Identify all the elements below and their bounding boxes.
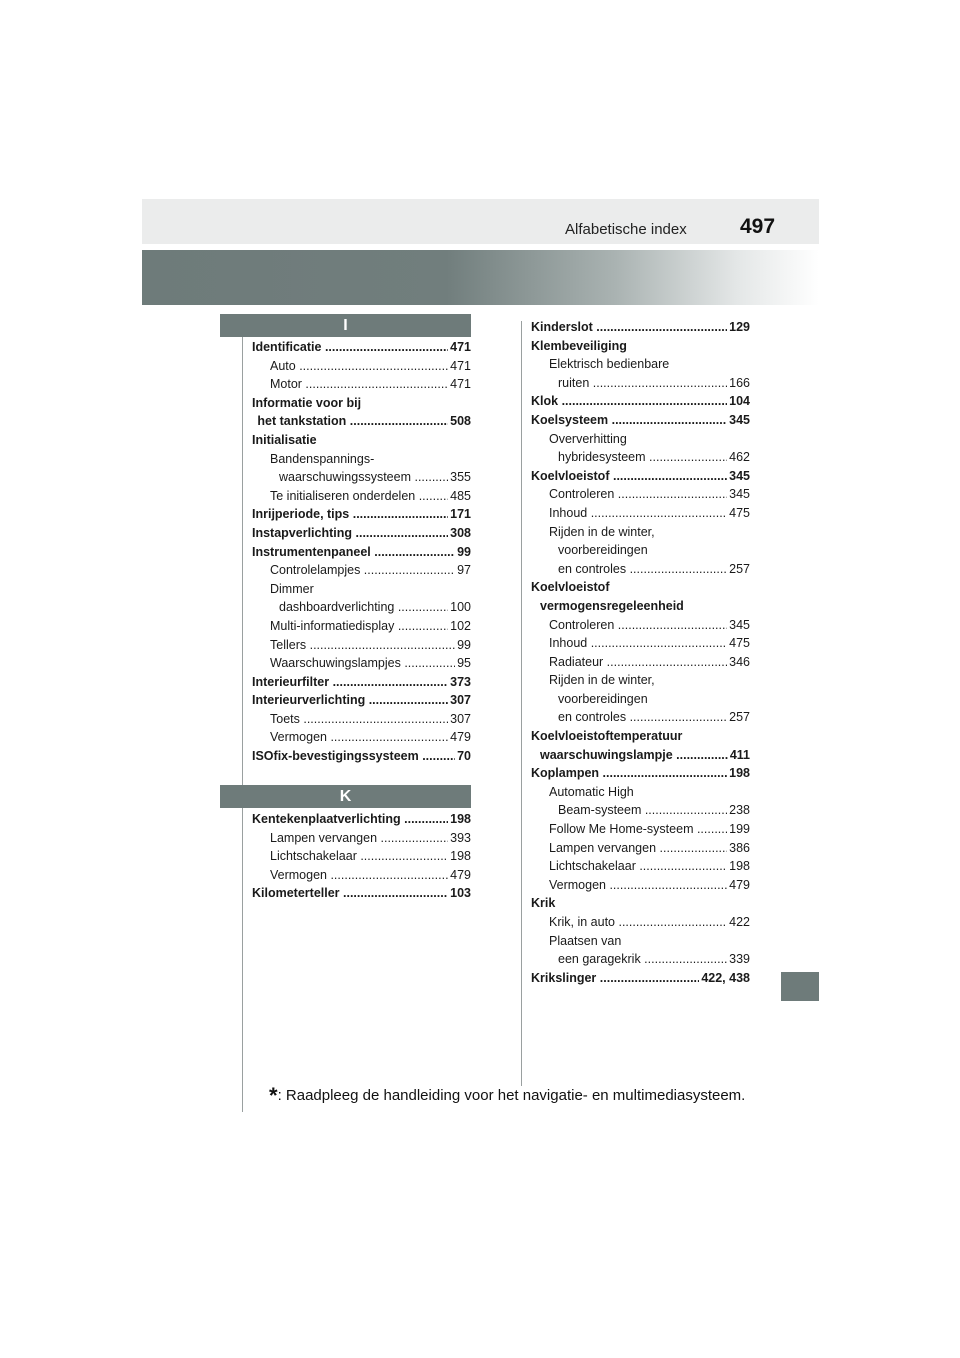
index-entry-term: Kentekenplaatverlichting ..... — [252, 810, 471, 829]
index-entry-page[interactable]: 346 — [727, 653, 750, 672]
index-entry-term: Koplampen ..... — [531, 764, 750, 783]
index-entry — [252, 829, 471, 848]
index-entry-term: Krik — [531, 896, 556, 911]
index-entry-term: Koelvloeistof ..... — [531, 467, 750, 486]
index-entry-page[interactable]: 100 — [448, 598, 471, 617]
index-entry — [252, 357, 471, 376]
index-entry — [252, 673, 471, 692]
index-entry-term: Koelvloeistof — [531, 580, 610, 595]
index-entry-page[interactable]: 479 — [448, 728, 471, 747]
index-entry-term: Klok ..... — [531, 392, 750, 411]
index-entry — [531, 467, 750, 486]
index-entry-term: Plaatsen van — [549, 933, 622, 948]
index-entry — [531, 801, 750, 820]
header-band — [142, 199, 819, 244]
index-entry — [531, 355, 750, 374]
index-entry — [252, 598, 471, 617]
index-entry-term: en controles ..... — [558, 560, 750, 579]
index-entry-term: Inrijperiode, tips ..... — [252, 505, 471, 524]
index-entry-term: Tellers ..... — [270, 636, 471, 655]
index-entry-term: en controles ..... — [558, 708, 750, 727]
index-entry-term: Interieurfilter ..... — [252, 673, 471, 692]
index-entry — [531, 448, 750, 467]
index-entry — [531, 430, 750, 449]
index-entry-term: ruiten ..... — [558, 374, 750, 393]
index-entry-page[interactable]: 462 — [727, 448, 750, 467]
index-entry — [252, 375, 471, 394]
index-entry — [252, 866, 471, 885]
index-entry — [252, 450, 471, 469]
index-entry-term: Inhoud ..... — [549, 504, 750, 523]
index-entry-page[interactable]: 339 — [727, 950, 750, 969]
index-entry-page[interactable]: 386 — [727, 839, 750, 858]
index-entry-term: Controleren ..... — [549, 485, 750, 504]
index-entry — [252, 884, 471, 903]
index-entry-term: Waarschuwingslampjes ..... — [270, 654, 471, 673]
index-entry — [531, 932, 750, 951]
index-entry — [252, 617, 471, 636]
index-entry-page[interactable]: 411 — [728, 746, 750, 765]
index-entry-page[interactable]: 422 — [727, 913, 750, 932]
index-entry-term: Multi-informatiedisplay ..... — [270, 617, 471, 636]
index-entry — [252, 468, 471, 487]
index-entry-page[interactable]: 198 — [727, 857, 750, 876]
index-entry — [252, 654, 471, 673]
index-entry-page[interactable]: 393 — [448, 829, 471, 848]
index-entry-page[interactable]: 345 — [727, 467, 750, 486]
index-entry-page[interactable]: 102 — [448, 617, 471, 636]
index-entry-term: Radiateur ..... — [549, 653, 750, 672]
index-entry — [531, 708, 750, 727]
index-entry-page[interactable]: 129 — [727, 318, 750, 337]
index-entry-page[interactable]: 345 — [727, 616, 750, 635]
index-entry-term: Auto ..... — [270, 357, 471, 376]
index-entry-page[interactable]: 166 — [727, 374, 750, 393]
index-entry — [252, 810, 471, 829]
index-entry — [252, 580, 471, 599]
index-entry-page[interactable]: 238 — [727, 801, 750, 820]
index-entry-page[interactable]: 422, 438 — [699, 969, 750, 988]
letter-heading-k: K — [220, 785, 471, 808]
index-entry-term: vermogensregeleenheid — [540, 598, 684, 613]
index-entry-term: het tankstation ..... — [257, 412, 471, 431]
index-entry-page[interactable]: 198 — [727, 764, 750, 783]
index-entry-term: Instrumentenpaneel ..... — [252, 543, 471, 562]
index-entry — [531, 485, 750, 504]
index-entry-term: Lampen vervangen ..... — [270, 829, 471, 848]
index-entry-page[interactable]: 104 — [727, 392, 750, 411]
index-entry-term: Koelvloeistoftemperatuur — [531, 729, 683, 744]
index-entry — [531, 913, 750, 932]
index-entry-term: Vermogen ..... — [549, 876, 750, 895]
index-column-right — [531, 318, 750, 987]
index-entry-page[interactable]: 307 — [448, 710, 471, 729]
index-entry — [531, 374, 750, 393]
index-entry-page[interactable]: 307 — [448, 691, 471, 710]
index-entry-term: waarschuwingslampje ..... — [540, 746, 750, 765]
index-column-i — [252, 338, 471, 766]
index-entry — [531, 746, 750, 765]
index-entry-term: ISOfix-bevestigingssysteem ..... — [252, 747, 471, 766]
index-entry-page[interactable]: 199 — [727, 820, 750, 839]
index-entry-term: Toets ..... — [270, 710, 471, 729]
index-entry-term: hybridesysteem ..... — [558, 448, 750, 467]
index-column-k — [252, 810, 471, 903]
index-entry-term: Instapverlichting ..... — [252, 524, 471, 543]
index-entry — [531, 504, 750, 523]
index-entry-term: Te initialiseren onderdelen ..... — [270, 487, 471, 506]
index-entry-term: Kinderslot ..... — [531, 318, 750, 337]
index-entry — [531, 560, 750, 579]
index-entry-term: Lichtschakelaar ..... — [549, 857, 750, 876]
index-entry-term: Elektrisch bedienbare — [549, 357, 670, 372]
index-entry-term: Informatie voor bij — [252, 395, 362, 410]
index-entry — [531, 894, 750, 913]
index-entry — [531, 690, 750, 709]
index-entry — [531, 727, 750, 746]
index-entry — [531, 634, 750, 653]
index-entry — [252, 747, 471, 766]
index-entry — [531, 950, 750, 969]
index-entry-term: waarschuwingssysteem ..... — [279, 468, 471, 487]
index-entry-term: voorbereidingen — [558, 691, 648, 706]
index-entry — [531, 392, 750, 411]
index-entry — [531, 783, 750, 802]
index-entry — [252, 487, 471, 506]
footnote — [269, 1083, 745, 1109]
index-entry — [531, 541, 750, 560]
index-entry — [252, 505, 471, 524]
left-margin-rule — [242, 332, 243, 1112]
index-entry-term: Krikslinger ..... — [531, 969, 750, 988]
index-entry-page[interactable]: 345 — [727, 485, 750, 504]
index-entry-page[interactable]: 257 — [727, 560, 750, 579]
footnote-text: : Raadpleeg de handleiding voor het navigatie- en multimediasysteem. — [277, 1087, 746, 1104]
index-entry — [531, 616, 750, 635]
index-entry — [531, 857, 750, 876]
index-entry-term: Kilometerteller ..... — [252, 884, 471, 903]
index-entry-page[interactable]: 171 — [448, 505, 471, 524]
index-entry — [531, 671, 750, 690]
index-entry — [252, 728, 471, 747]
index-entry-term: Controlelampjes ..... — [270, 561, 471, 580]
index-entry — [252, 394, 471, 413]
chapter-side-tab — [781, 972, 819, 1001]
index-entry-term: voorbereidingen — [558, 543, 648, 558]
index-entry-term: Klembeveiliging — [531, 338, 627, 353]
index-entry-term: Inhoud ..... — [549, 634, 750, 653]
index-entry-page[interactable]: 471 — [448, 338, 471, 357]
index-entry-term: Koelsysteem ..... — [531, 411, 750, 430]
index-entry — [252, 338, 471, 357]
index-entry-page[interactable]: 70 — [455, 747, 471, 766]
index-entry-term: Bandenspannings- — [270, 451, 375, 466]
index-entry — [531, 839, 750, 858]
letter-heading-i: I — [220, 314, 471, 337]
index-entry-term: een garagekrik ..... — [558, 950, 750, 969]
index-entry — [252, 524, 471, 543]
index-entry-term: Lichtschakelaar ..... — [270, 847, 471, 866]
footnote-marker: * — [269, 1083, 278, 1108]
index-entry — [252, 412, 471, 431]
index-entry-term: Automatic High — [549, 784, 634, 799]
index-entry-term: Dimmer — [270, 581, 314, 596]
index-entry — [531, 578, 750, 597]
index-entry-term: dashboardverlichting ..... — [279, 598, 471, 617]
index-entry — [252, 847, 471, 866]
index-entry-page[interactable]: 345 — [727, 411, 750, 430]
index-entry-term: Oververhitting — [549, 431, 627, 446]
index-entry-page[interactable]: 475 — [727, 504, 750, 523]
index-entry-page[interactable]: 97 — [455, 561, 471, 580]
index-entry — [252, 561, 471, 580]
index-entry-page[interactable]: 485 — [448, 487, 471, 506]
index-entry — [531, 318, 750, 337]
index-entry-term: Beam-systeem ..... — [558, 801, 750, 820]
index-entry-page[interactable]: 257 — [727, 708, 750, 727]
index-entry — [252, 431, 471, 450]
index-entry-term: Interieurverlichting ..... — [252, 691, 471, 710]
index-entry-page[interactable]: 479 — [448, 866, 471, 885]
index-entry-page[interactable]: 103 — [448, 884, 471, 903]
index-entry-term: Controleren ..... — [549, 616, 750, 635]
index-entry-page[interactable]: 355 — [448, 468, 471, 487]
index-entry-page[interactable]: 308 — [448, 524, 471, 543]
index-entry — [531, 597, 750, 616]
index-entry-page[interactable]: 95 — [455, 654, 471, 673]
index-entry — [531, 653, 750, 672]
index-entry — [531, 969, 750, 988]
index-entry-term: Vermogen ..... — [270, 866, 471, 885]
index-entry-term: Krik, in auto ..... — [549, 913, 750, 932]
index-entry — [252, 636, 471, 655]
index-entry-term: Rijden in de winter, — [549, 524, 655, 539]
index-entry-page[interactable]: 373 — [448, 673, 471, 692]
index-entry-page[interactable]: 198 — [448, 810, 471, 829]
index-entry — [531, 764, 750, 783]
index-entry — [531, 523, 750, 542]
index-entry-page[interactable]: 99 — [455, 543, 471, 562]
index-entry-page[interactable]: 99 — [455, 636, 471, 655]
section-title: Alfabetische index — [565, 221, 687, 238]
index-entry-page[interactable]: 475 — [727, 634, 750, 653]
index-entry — [252, 691, 471, 710]
decorative-gradient-bar — [142, 250, 819, 305]
index-entry — [531, 411, 750, 430]
page-number: 497 — [740, 215, 776, 238]
column-divider — [521, 321, 522, 1086]
index-entry — [531, 337, 750, 356]
index-entry-page[interactable]: 198 — [448, 847, 471, 866]
index-entry — [531, 876, 750, 895]
index-entry — [531, 820, 750, 839]
index-entry-page[interactable]: 471 — [448, 357, 471, 376]
index-entry-term: Initialisatie — [252, 432, 317, 447]
index-entry — [252, 710, 471, 729]
index-entry-term: Rijden in de winter, — [549, 673, 655, 688]
index-entry-page[interactable]: 479 — [727, 876, 750, 895]
index-entry-term: Lampen vervangen ..... — [549, 839, 750, 858]
index-entry-page[interactable]: 471 — [448, 375, 471, 394]
index-entry-term: Follow Me Home-systeem ..... — [549, 820, 750, 839]
index-entry-term: Identificatie ..... — [252, 338, 471, 357]
index-entry — [252, 543, 471, 562]
index-entry-page[interactable]: 508 — [448, 412, 471, 431]
index-entry-term: Motor ..... — [270, 375, 471, 394]
index-entry-term: Vermogen ..... — [270, 728, 471, 747]
